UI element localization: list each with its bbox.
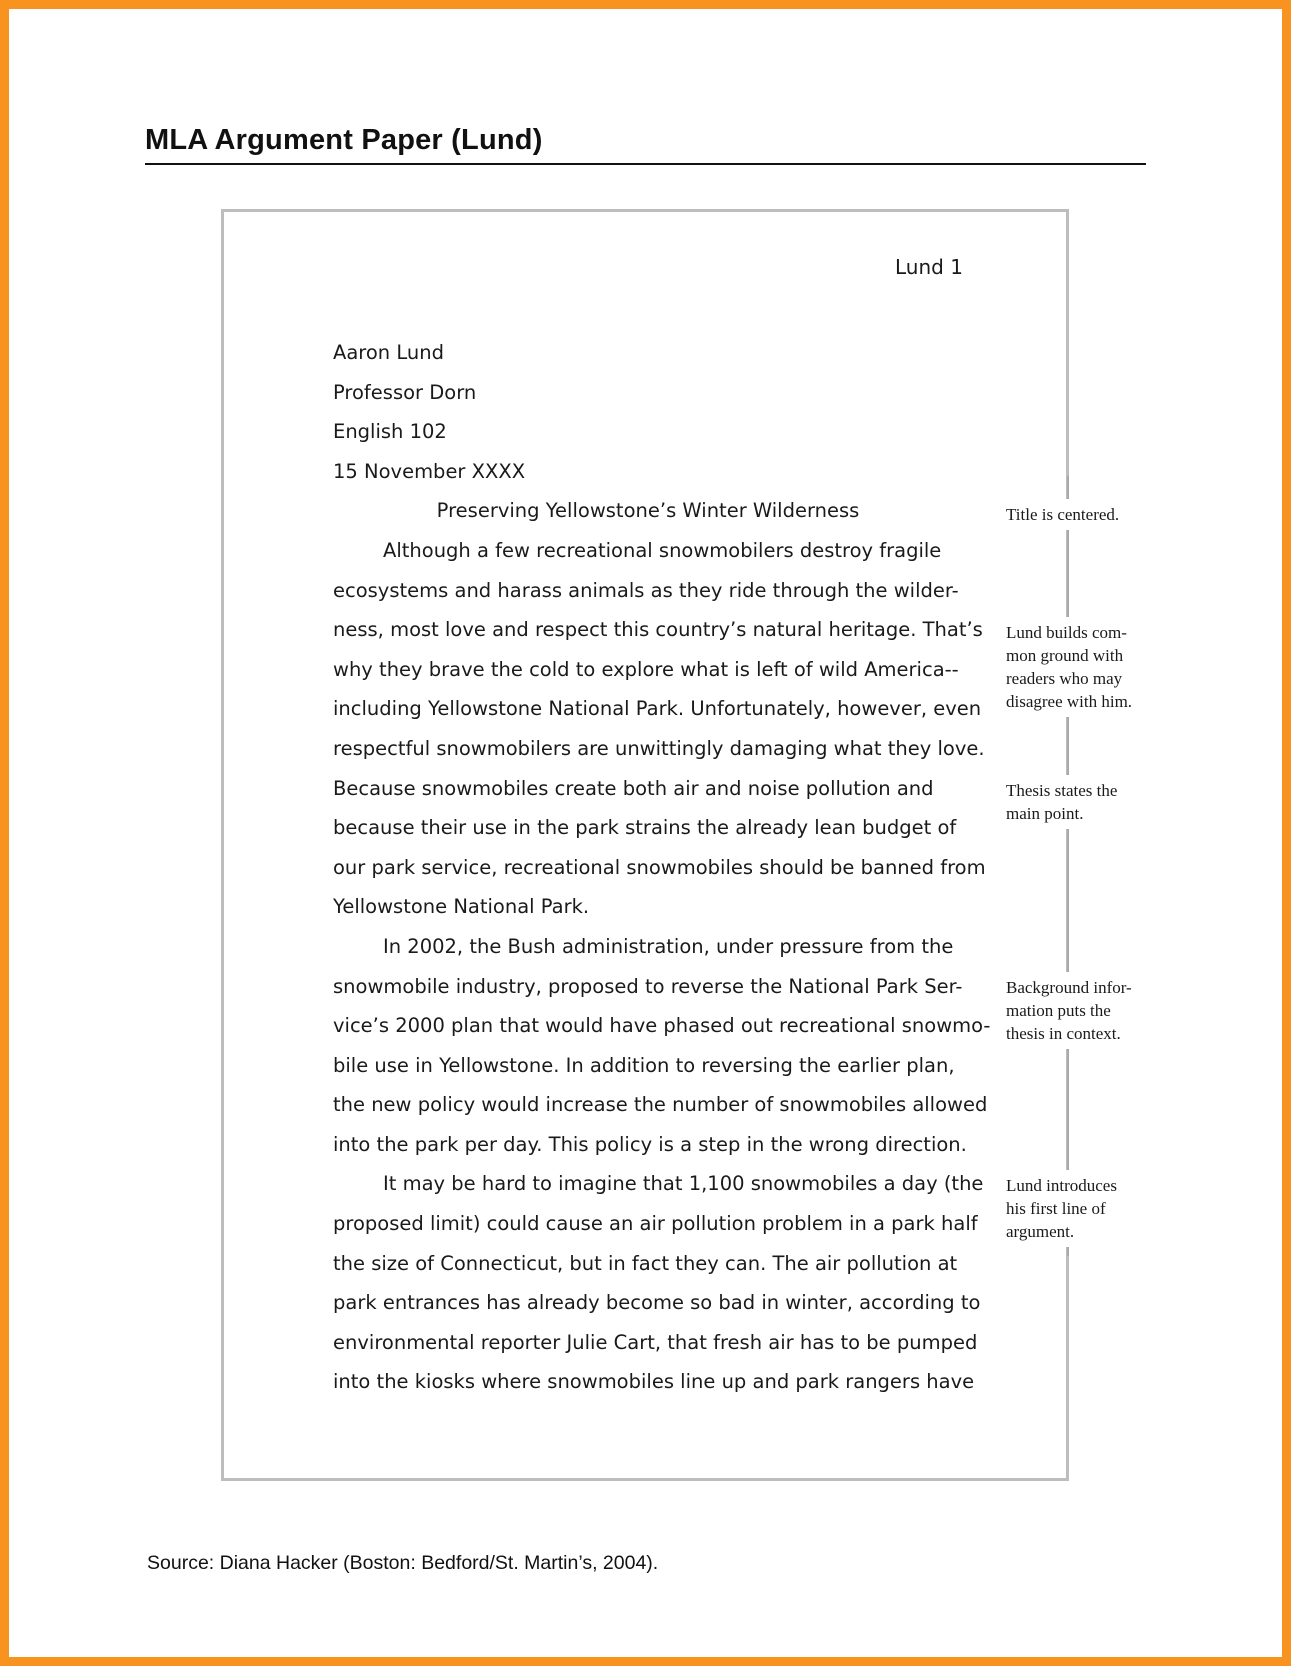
paragraph-line: into the kiosks where snowmobiles line up and park rangers have: [333, 1370, 975, 1394]
paper-body: [333, 333, 991, 1402]
heading-professor: Professor Dorn: [333, 380, 477, 404]
paragraph-line: including Yellowstone National Park. Unfortunately, however, even: [333, 697, 982, 721]
annotation-argument: Lund introduces his first line of argument.: [1006, 1170, 1146, 1247]
annotation-connector-line: [1067, 476, 1069, 1256]
paragraph-line: the size of Connecticut, but in fact they can. The air pollution at: [333, 1251, 958, 1275]
paragraph-line: Yellowstone National Park.: [333, 895, 590, 919]
paragraph-1: [333, 531, 986, 927]
paragraph-line: environmental reporter Julie Cart, that fresh air has to be pumped: [333, 1330, 978, 1354]
paragraph-line: vice’s 2000 plan that would have phased out recreational snowmo-: [333, 1014, 991, 1038]
paragraph-line: because their use in the park strains the already lean budget of: [333, 816, 957, 840]
paragraph-2: [333, 927, 991, 1165]
paper-page-number: Lund 1: [895, 255, 963, 279]
paragraph-line: park entrances has already become so bad in winter, according to: [333, 1291, 981, 1315]
paragraph-line: ness, most love and respect this country’s natural heritage. That’s: [333, 618, 983, 642]
annotation-thesis: Thesis states the main point.: [1006, 775, 1146, 829]
heading-date: 15 November XXXX: [333, 459, 526, 483]
paragraph-line: bile use in Yellowstone. In addition to reversing the earlier plan,: [333, 1053, 955, 1077]
paper-title: Preserving Yellowstone’s Winter Wilderness: [436, 499, 860, 523]
heading-author: Aaron Lund: [333, 341, 444, 364]
paragraph-line: It may be hard to imagine that 1,100 snowmobiles a day (the: [383, 1172, 984, 1196]
paragraph-line: why they brave the cold to explore what is left of wild America--: [333, 657, 959, 681]
page-title: MLA Argument Paper (Lund): [145, 124, 543, 156]
paragraph-line: In 2002, the Bush administration, under pressure from the: [383, 934, 954, 958]
paragraph-line: respectful snowmobilers are unwittingly damaging what they love.: [333, 736, 985, 760]
paragraph-3: [333, 1164, 984, 1402]
paragraph-line: proposed limit) could cause an air pollution problem in a park half: [333, 1212, 978, 1236]
paragraph-line: into the park per day. This policy is a step in the wrong direction.: [333, 1132, 967, 1156]
heading-course: English 102: [333, 420, 447, 444]
source-citation: Source: Diana Hacker (Boston: Bedford/St. Martin’s, 2004).: [147, 1552, 659, 1574]
annotation-background: Background infor- mation puts the thesis in context.: [1006, 972, 1146, 1049]
paragraph-line: the new policy would increase the number of snowmobiles allowed: [333, 1093, 988, 1117]
paragraph-line: Although a few recreational snowmobilers destroy fragile: [383, 538, 942, 562]
annotation-common-ground: Lund builds com- mon ground with readers who may disagree with him.: [1006, 617, 1146, 717]
paragraph-line: snowmobile industry, proposed to reverse the National Park Ser-: [333, 974, 963, 998]
annotation-title-centered: Title is centered.: [1006, 499, 1146, 530]
paragraph-line: ecosystems and harass animals as they ride through the wilder-: [333, 578, 959, 602]
paragraph-line: Because snowmobiles create both air and noise pollution and: [333, 776, 934, 800]
title-underline: [145, 163, 1146, 165]
paragraph-line: our park service, recreational snowmobiles should be banned from: [333, 855, 986, 879]
